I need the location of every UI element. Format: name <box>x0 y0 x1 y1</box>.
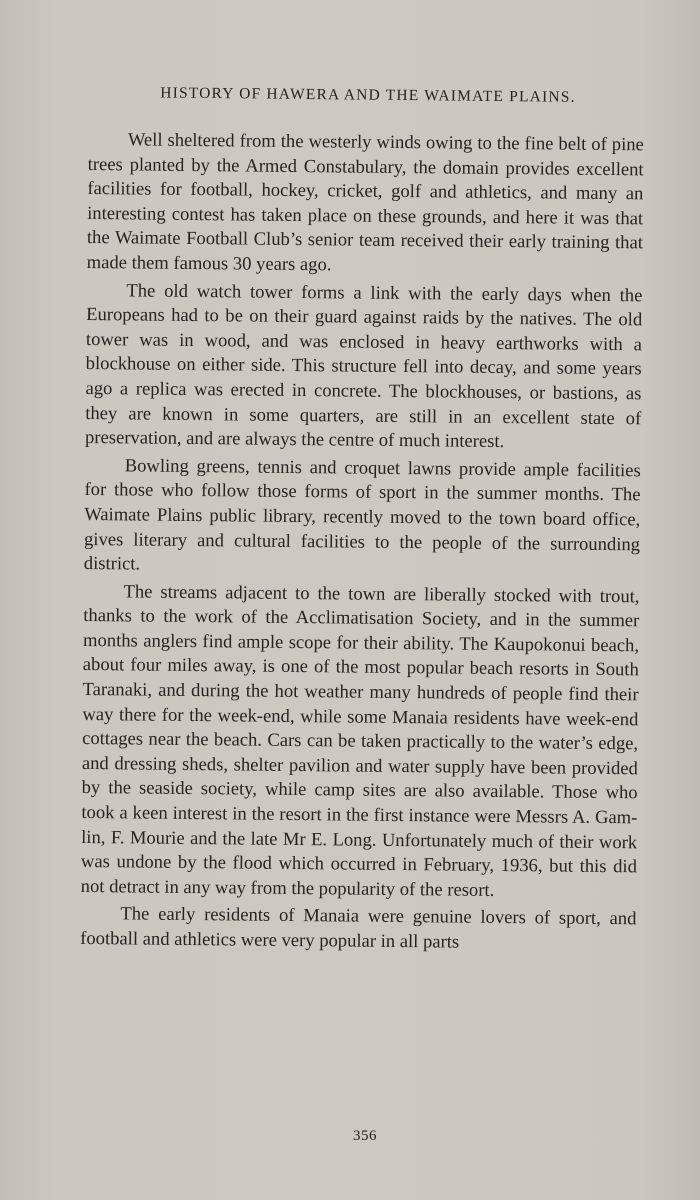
paragraph-early-residents: The early residents of Manaia were genuine lovers of sport, and football and athletics were very popular in all parts <box>80 903 637 953</box>
paragraph-streams-beach: The streams adjacent to the town are liberally stocked with trout, thanks to the work of the Acclimatisation Society, and in the summer months anglers find ample scope for their ability. The Kaupokonui beach, about four miles away, is one of the most popular beach resorts in South Taranaki, and during the hot weather many hundreds of people find their way there for the week-end, while some Manaia residents have week-end cottages near the beach. Cars can be taken practically to the water’s edge, and dressing sheds, shelter pavilion and water supply have been provided by the seaside society, while camp sites are also available. Those who took a keen interest in the resort in the first instance were Messrs A. Gamlin, F. Mourie and the late Mr E. Long. Unfortunately much of their work was undone by the flood which occurred in February, 1936, but this did not detract in any way from the popularity of the resort. <box>80 581 640 901</box>
paragraph-domain: Well sheltered from the westerly winds owing to the fine belt of pine trees planted by the Armed Constabulary, the domain provides excellent facilities for football, hockey, cricket, golf and athletics, and many an interesting contest has taken place on these grounds, and here it was that the Waimate Football Club’s senior team received their early training that made them famous 30 years ago. <box>86 129 644 276</box>
paragraph-bowling-library: Bowling greens, tennis and croquet lawns provide ample facilities for those who follow those forms of sport in the summer months. The Waimate Plains public library, recently moved to the town board office, gives literary and cultural facilities to the people of the surrounding district. <box>83 455 641 575</box>
paragraph-watch-tower: The old watch tower forms a link with the early days when the Europeans had to be on their guard against raids by the natives. The old tower was in wood, and was enclosed in heavy earthworks with a blockhouse on either side. This structure fell into decay, and some years ago a replica was erected in concrete. The blockhouses, or bastions, as they are known in some quarters, are still in an excellent state of preservation, and are always the centre of much interest. <box>84 279 643 453</box>
running-header: HISTORY OF HAWERA AND THE WAIMATE PLAINS. <box>160 84 576 106</box>
body-text <box>80 128 644 960</box>
page-number: 356 <box>353 1128 377 1144</box>
